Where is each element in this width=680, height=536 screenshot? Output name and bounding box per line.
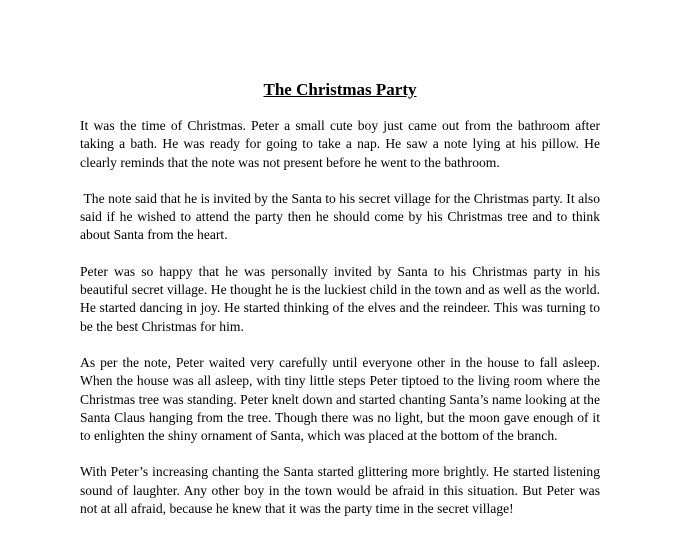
document-body <box>80 117 604 536</box>
paragraph-1: It was the time of Christmas. Peter a small cute boy just came out from the bathroom after taking a bath. He was ready for going to take a nap. He saw a note lying at his pillow. He clearly reminds that the note was not present before he went to the bathroom. <box>80 118 600 170</box>
paragraph-2: The note said that he is invited by the Santa to his secret village for the Christmas party. It also said if he wished to attend the party then he should come by his Christmas tree and to think about Santa from the heart. <box>80 190 604 243</box>
paragraph-3: Peter was so happy that he was personally invited by Santa to his Christmas party in his beautiful secret village. He thought he is the luckiest child in the town and as well as the world. He started dancing in joy. He started thinking of the elves and the reindeer. This was turning to be the best Christmas for him. <box>80 263 600 334</box>
paragraph-5: With Peter’s increasing chanting the Santa started glittering more brightly. He started listening sound of laughter. Any other boy in the town would be afraid in this situation. But Peter was not at all afraid, because he knew that it was the party time in the secret village! <box>80 464 600 517</box>
document-title: The Christmas Party <box>263 80 417 99</box>
paragraph-4: As per the note, Peter waited very carefully until everyone other in the house to fall asleep. When the house was all asleep, with tiny little steps Peter tiptoed to the living room where the Christmas tree was standing. Peter knelt down and started chanting Santa’s name looking at the Santa Claus hanging from the tree. Though there was no light, but the moon gave enough of it to enlighten the shiny ornament of Santa, which was placed at the bottom of the branch. <box>80 354 600 444</box>
